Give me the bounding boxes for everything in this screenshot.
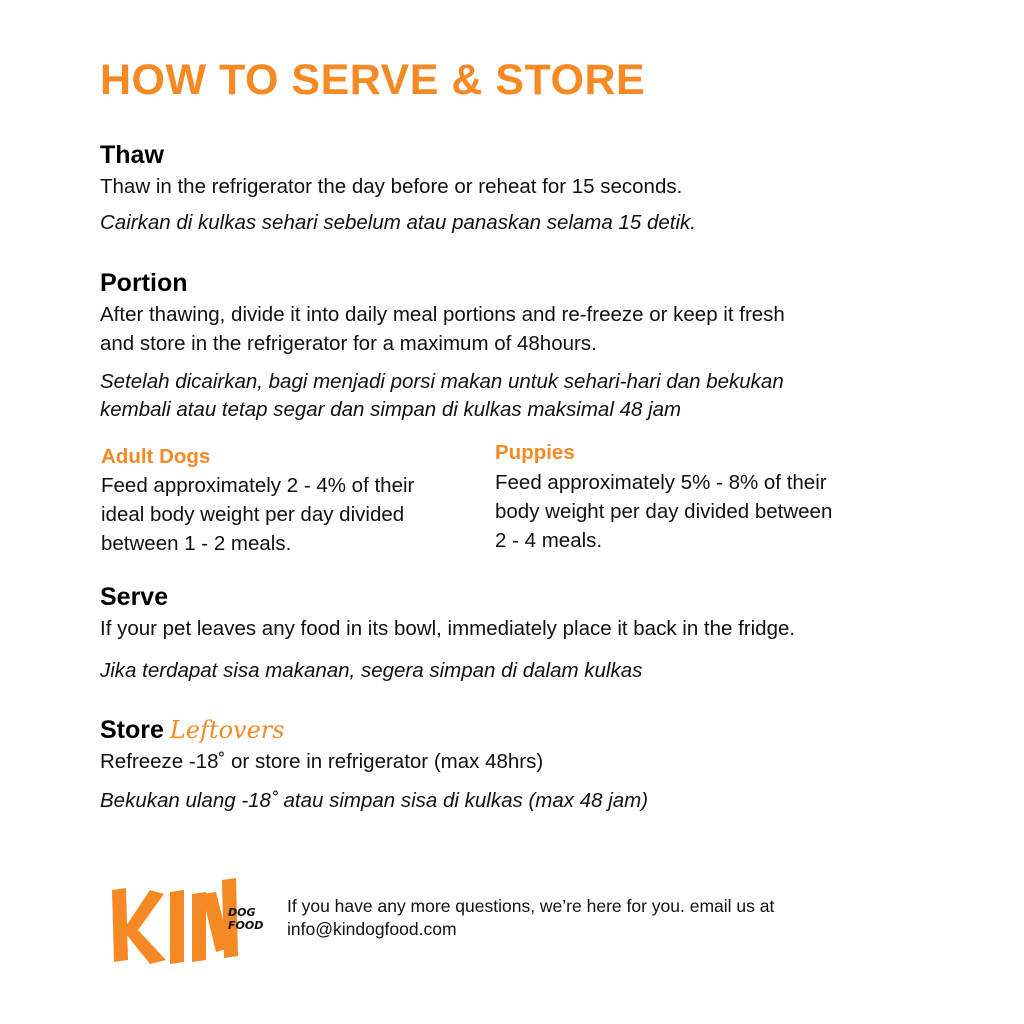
thaw-indonesian-text: Cairkan di kulkas sehari sebelum atau panaskan selama 15 detik. xyxy=(100,211,696,234)
puppies-heading: Puppies xyxy=(495,441,575,464)
portion-english-line: and store in the refrigerator for a maximum of 48hours. xyxy=(100,332,597,355)
serve-heading: Serve xyxy=(100,583,169,611)
page-title: HOW TO SERVE & STORE xyxy=(100,56,646,104)
adult-dogs-text xyxy=(101,471,414,558)
logo-subtext-dog: DOG xyxy=(228,906,256,919)
logo-subtext xyxy=(228,906,263,932)
adult-dogs-line: between 1 - 2 meals. xyxy=(101,532,292,555)
thaw-english-text: Thaw in the refrigerator the day before or reheat for 15 seconds. xyxy=(100,175,683,198)
footer-email: info@kindogfood.com xyxy=(287,919,457,939)
puppies-line: Feed approximately 5% - 8% of their xyxy=(495,471,827,494)
portion-english-text xyxy=(100,300,785,358)
portion-indonesian-line: kembali atau tetap segar dan simpan di kulkas maksimal 48 jam xyxy=(100,398,682,421)
serve-english-text: If your pet leaves any food in its bowl, immediately place it back in the fridge. xyxy=(100,617,796,640)
serve-indonesian-text: Jika terdapat sisa makanan, segera simpan di dalam kulkas xyxy=(100,659,643,682)
logo-subtext-food: FOOD xyxy=(228,919,264,932)
puppies-line: 2 - 4 meals. xyxy=(495,529,603,552)
kin-dog-food-logo xyxy=(104,872,264,972)
adult-dogs-line: ideal body weight per day divided xyxy=(101,503,405,526)
puppies-line: body weight per day divided between xyxy=(495,500,833,523)
adult-dogs-line: Feed approximately 2 - 4% of their xyxy=(101,474,415,497)
adult-dogs-heading: Adult Dogs xyxy=(101,445,211,468)
portion-heading: Portion xyxy=(100,269,188,297)
thaw-heading: Thaw xyxy=(100,141,164,169)
store-english-text: Refreeze -18˚ or store in refrigerator (max 48hrs) xyxy=(100,750,544,773)
portion-indonesian-line: Setelah dicairkan, bagi menjadi porsi makan untuk sehari-hari dan bekukan xyxy=(100,370,784,393)
portion-indonesian-text xyxy=(100,368,784,424)
footer-contact xyxy=(287,895,774,941)
store-indonesian-text: Bekukan ulang -18˚ atau simpan sisa di kulkas (max 48 jam) xyxy=(100,789,649,812)
store-heading-label: Store xyxy=(100,716,164,744)
puppies-text xyxy=(495,468,832,555)
store-heading-accent: Leftovers xyxy=(169,716,285,744)
footer-contact-line: If you have any more questions, we’re here for you. email us at xyxy=(287,896,775,916)
portion-english-line: After thawing, divide it into daily meal portions and re-freeze or keep it fresh xyxy=(100,303,785,326)
store-heading xyxy=(100,716,285,745)
